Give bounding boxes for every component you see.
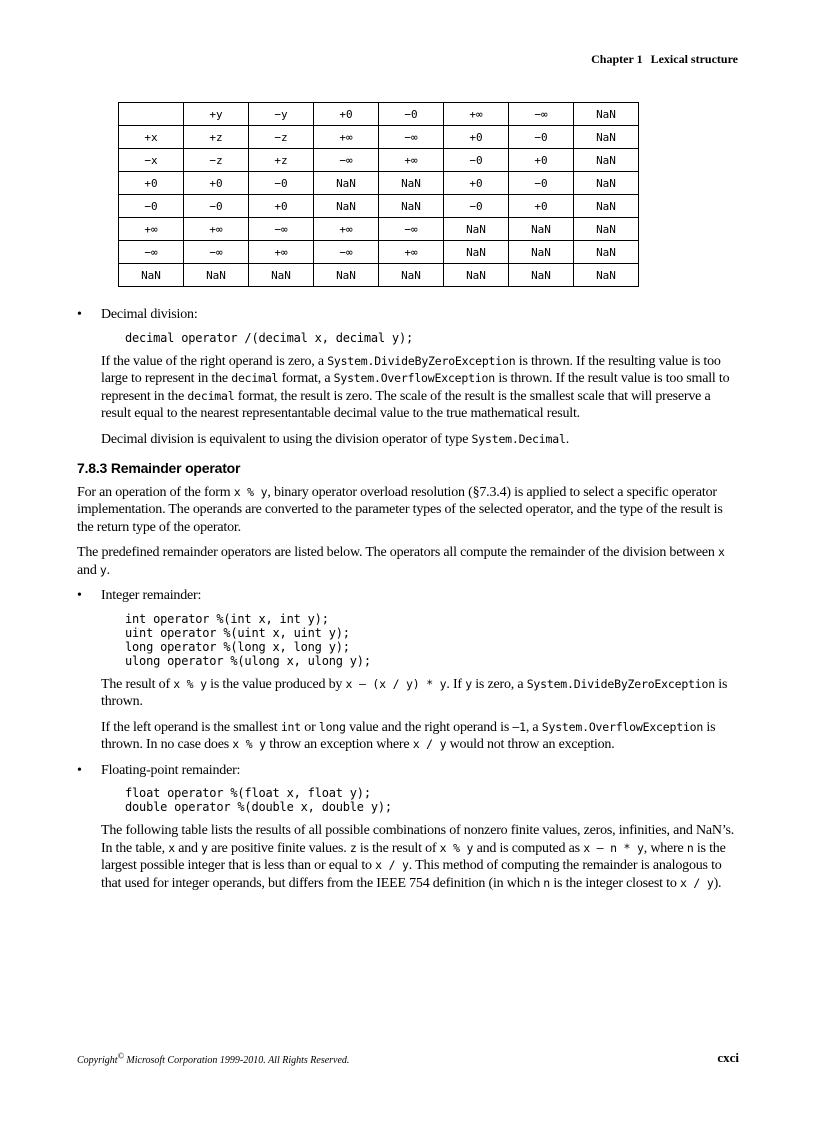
table-cell: NaN [574,149,639,172]
table-cell: +∞ [314,218,379,241]
table-cell: NaN [379,195,444,218]
table-cell: +0 [314,103,379,126]
table-cell: +0 [119,172,184,195]
table-cell: +∞ [184,218,249,241]
table-cell: NaN [574,264,639,287]
inline-code: decimal [231,371,279,385]
table-cell: −0 [509,172,574,195]
table-cell [119,103,184,126]
inline-code: x – (x / y) * y [345,676,447,691]
inline-code: System.DivideByZeroException [526,676,715,691]
decimal-division-item [77,306,739,324]
chapter-label: Chapter 1 [591,52,643,66]
table-cell: NaN [509,264,574,287]
table-cell: NaN [119,264,184,287]
table-cell: −0 [119,195,184,218]
inline-code: System.DivideByZeroException [327,353,516,368]
copyright-notice: Copyright© Microsoft Corporation 1999-2010. All Rights Reserved. [77,1051,350,1066]
table-cell: NaN [574,172,639,195]
table-cell: −0 [444,195,509,218]
inline-code: long [318,719,346,734]
page-header [591,52,738,67]
table-cell: +0 [509,149,574,172]
decimal-equivalence-paragraph: Decimal division is equivalent to using the division operator of type System.Decimal. [101,431,569,447]
inline-code: System.Decimal [471,431,566,446]
integer-remainder-paragraph: The result of x % y is the value produced by x – (x / y) * y. If y is zero, a System.DivideByZeroException is thrown. [101,676,728,709]
table-cell: +z [184,126,249,149]
table-cell: −∞ [184,241,249,264]
table-row [119,195,639,218]
inline-code: System.OverflowException [333,371,496,385]
table-cell: NaN [509,218,574,241]
inline-code: –1 [512,719,526,734]
table-cell: −x [119,149,184,172]
decimal-division-paragraph: If the value of the right operand is zero, a System.DivideByZeroException is thrown. If the resulting value is too large to represent in the decimal format, a System.OverflowException is thrown. If the result value is too small to represent in the decimal format, the result is zero. The scale of the result is the smallest scale that will preserve a result equal to the nearest representantable decimal value to the true mathematical result. [101,353,730,421]
table-cell: +∞ [379,241,444,264]
predefined-operators-paragraph: The predefined remainder operators are listed below. The operators all compute the remainder of the division between x and y. [77,545,725,578]
table-cell: +0 [249,195,314,218]
page-number: cxci [717,1050,739,1065]
table-cell: +∞ [249,241,314,264]
table-cell: −0 [444,149,509,172]
table-cell: −0 [184,195,249,218]
table-row [119,241,639,264]
inline-code: z [349,840,357,855]
inline-code: y [201,840,208,855]
table-cell: NaN [574,241,639,264]
table-cell: +0 [509,195,574,218]
table-cell: −z [184,149,249,172]
table-cell: NaN [379,264,444,287]
chapter-title: Lexical structure [650,52,738,66]
section-intro-paragraph: For an operation of the form x % y, binary operator overload resolution (§7.3.4) is applied to select a specific operator implementation. The operands are converted to the parameter types of the selected operator, and the type of the result is the return type of the operator. [77,484,723,535]
table-row [119,149,639,172]
table-cell: NaN [314,172,379,195]
copyright-symbol: © [117,1051,124,1061]
inline-code: x / y [412,737,447,751]
float-remainder-item [77,762,739,780]
float-remainder-label: Floating-point remainder: [101,762,241,778]
table-cell: NaN [509,241,574,264]
table-row [119,172,639,195]
inline-code: decimal [187,388,235,403]
table-cell: −y [249,103,314,126]
table-cell: +∞ [314,126,379,149]
table-cell: NaN [574,126,639,149]
table-cell: −∞ [119,241,184,264]
table-cell: +∞ [444,103,509,126]
table-cell: −∞ [379,126,444,149]
table-cell: NaN [574,195,639,218]
inline-code: x % y [232,737,266,751]
decimal-division-code: decimal operator /(decimal x, decimal y); [125,330,414,345]
float-remainder-code: float operator %(float x, float y); double operator %(double x, double y); [125,786,392,814]
table-cell: NaN [379,172,444,195]
inline-code: x – n * y [583,840,644,855]
inline-code: y [465,676,472,691]
table-cell: −∞ [314,149,379,172]
table-cell: NaN [574,218,639,241]
inline-code: System.OverflowException [541,719,704,734]
page-footer [77,1050,739,1068]
inline-code: x % y [439,840,474,855]
table-cell: +0 [444,172,509,195]
table-cell: +x [119,126,184,149]
inline-code: x [168,840,175,855]
table-cell: NaN [444,264,509,287]
table-row [119,264,639,287]
table-cell: −0 [249,172,314,195]
inline-code: x % y [233,484,268,499]
integer-overflow-paragraph: If the left operand is the smallest int or long value and the right operand is –1, a System.OverflowException is thrown. In no case does x % y throw an exception where x / y would not throw an exception. [101,719,716,752]
integer-remainder-code: int operator %(int x, int y); uint operator %(uint x, uint y); long operator %(long x, long y); ulong operator %(ulong x, ulong y); [125,611,371,668]
table-cell: −0 [509,126,574,149]
table-cell: −∞ [249,218,314,241]
table-cell: −z [249,126,314,149]
table-cell: +0 [184,172,249,195]
table-cell: +y [184,103,249,126]
inline-code: n [543,875,551,890]
division-result-table [118,102,639,287]
integer-remainder-item [77,587,739,605]
page-body [77,306,739,900]
table-cell: −∞ [509,103,574,126]
inline-code: x / y [679,875,714,890]
table-row [119,103,639,126]
bullet-icon: • [77,588,82,603]
table-cell: NaN [574,103,639,126]
integer-remainder-label: Integer remainder: [101,588,202,603]
inline-code: x / y [375,858,409,872]
inline-code: x [717,545,725,559]
table-cell: −∞ [379,218,444,241]
table-row [119,126,639,149]
table-cell: +∞ [379,149,444,172]
bullet-icon: • [77,307,82,322]
float-remainder-paragraph: The following table lists the results of all possible combinations of nonzero finite values, zeros, infinities, and NaN’s. In the table, x and y are positive finite values. z is the result of x % y and is computed as x – n * y, where n is the largest possible integer that is less than or equal to x / y. This method of computing the remainder is analogous to that used for integer operands, but differs from the IEEE 754 definition (in which n is the integer closest to x / y). [101,823,735,891]
inline-code: x % y [173,676,207,691]
table-cell: NaN [444,241,509,264]
table-cell: NaN [444,218,509,241]
inline-code: y [99,562,107,577]
table-row [119,218,639,241]
inline-code: n [686,840,694,855]
section-heading: 7.8.3 Remainder operator [77,460,241,476]
table-cell: NaN [314,195,379,218]
table-cell: NaN [249,264,314,287]
bullet-icon: • [77,762,82,778]
decimal-division-label: Decimal division: [101,307,198,322]
table-cell: +z [249,149,314,172]
table-cell: −∞ [314,241,379,264]
table-cell: NaN [184,264,249,287]
table-cell: NaN [314,264,379,287]
inline-code: int [280,719,301,734]
table-cell: +∞ [119,218,184,241]
table-cell: −0 [379,103,444,126]
table-cell: +0 [444,126,509,149]
